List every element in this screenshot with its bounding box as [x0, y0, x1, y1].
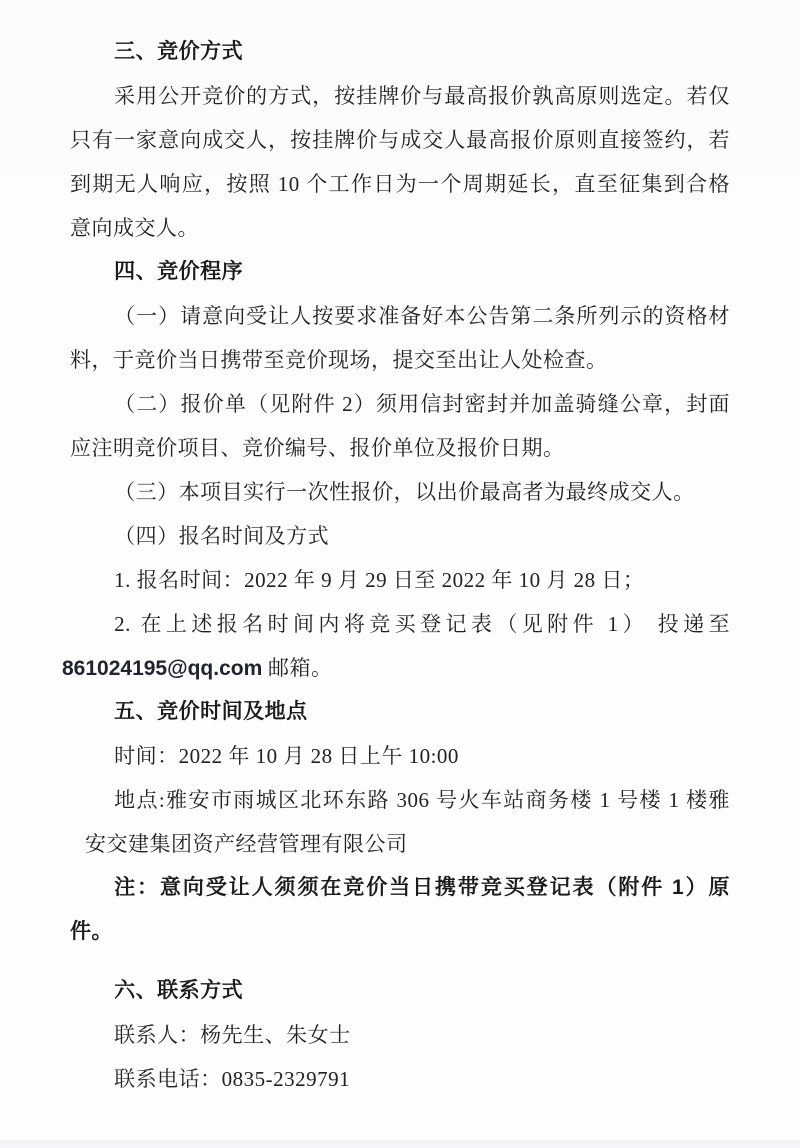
document-line: 安交建集团资产经营管理有限公司: [85, 832, 408, 856]
document-line: [62, 646, 730, 690]
line-text: 邮箱。: [262, 656, 333, 680]
email-text: 861024195@qq.com: [62, 657, 263, 680]
document-line: （三）本项目实行一次性报价，以出价最高者为最终成交人。: [114, 480, 695, 504]
document-line: 2. 在上述报名时间内将竞买登记表（见附件 1） 投递至: [114, 612, 730, 636]
document-line: （二）报价单（见附件 2）须用信封密封并加盖骑缝公章，封面: [114, 392, 730, 416]
document-line: 注：意向受让人须须在竞价当日携带竞买登记表（附件 1）原: [114, 876, 730, 899]
page-bottom-edge: [0, 1140, 800, 1148]
document-line: 五、竞价时间及地点: [114, 700, 308, 723]
document-line: 只有一家意向成交人，按挂牌价与成交人最高报价原则直接签约，若: [70, 128, 730, 152]
document-line: 件。: [70, 920, 113, 943]
document-line: 应注明竞价项目、竞价编号、报价单位及报价日期。: [70, 436, 565, 460]
document-line: （四）报名时间及方式: [114, 524, 330, 548]
document-line: 联系人：杨先生、朱女士: [114, 1023, 351, 1047]
document-line: 时间：2022 年 10 月 28 日上午 10:00: [114, 744, 459, 768]
document-body: [62, 30, 730, 1101]
document-line: 联系电话：0835-2329791: [114, 1067, 351, 1091]
document-line: 采用公开竞价的方式，按挂牌价与最高报价孰高原则选定。若仅: [114, 84, 730, 108]
document-line: 意向成交人。: [70, 216, 199, 240]
document-line: 四、竞价程序: [114, 260, 244, 283]
document-line: 三、竞价方式: [114, 40, 244, 63]
document-line: 到期无人响应，按照 10 个工作日为一个周期延长，直至征集到合格: [70, 172, 730, 196]
document-line: 六、联系方式: [114, 979, 244, 1002]
document-line: 地点:雅安市雨城区北环东路 306 号火车站商务楼 1 号楼 1 楼雅: [114, 788, 730, 812]
document-line: 料，于竞价当日携带至竞价现场，提交至出让人处检查。: [70, 348, 608, 372]
document-line: 1. 报名时间：2022 年 9 月 29 日至 2022 年 10 月 28 日；: [114, 568, 645, 592]
document-line: （一）请意向受让人按要求准备好本公告第二条所列示的资格材: [114, 304, 730, 328]
